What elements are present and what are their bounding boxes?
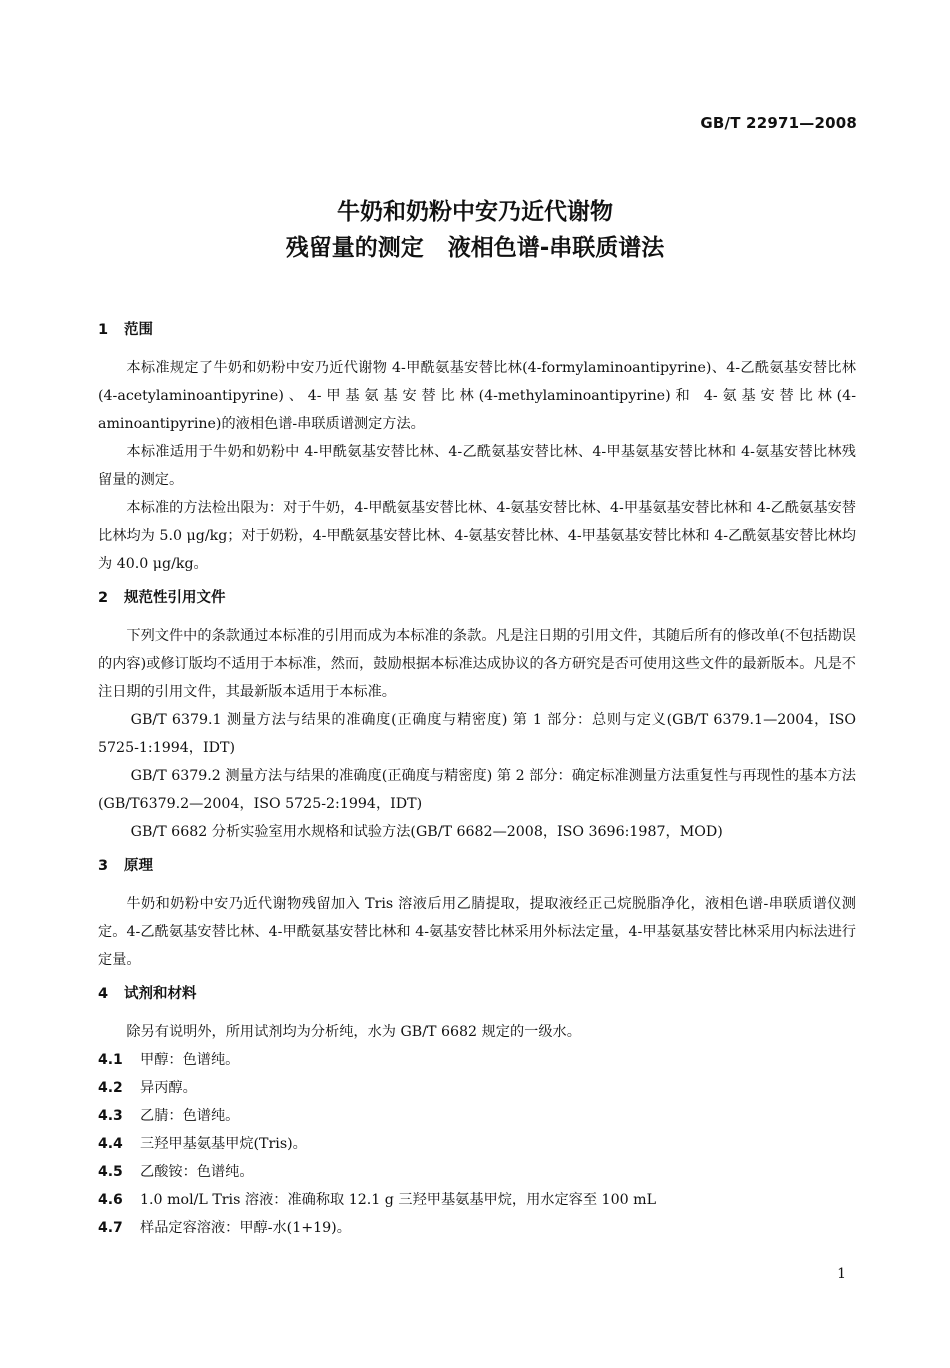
section-4-heading (98, 982, 856, 1006)
document-title (0, 194, 950, 266)
item-text: 1.0 mol/L Tris 溶液：准确称取 12.1 g 三羟甲基氨基甲烷，用水定容至 100 mL (140, 1192, 657, 1208)
section-3-heading (98, 854, 856, 878)
item-text: 乙酸铵：色谱纯。 (140, 1164, 254, 1180)
title-line-1: 牛奶和奶粉中安乃近代谢物 (337, 199, 613, 225)
section-2-heading (98, 586, 856, 610)
item-number: 4.3 (98, 1108, 123, 1124)
section-number: 3 (98, 858, 109, 874)
paragraph: 除另有说明外，所用试剂均为分析纯，水为 GB/T 6682 规定的一级水。 (126, 1024, 581, 1040)
paragraph: 牛奶和奶粉中安乃近代谢物残留加入 Tris 溶液后用乙腈提取，提取液经正己烷脱脂净化，液相色谱-串联质谱仪测定。4-乙酰氨基安替比林、4-甲酰氨基安替比林和 4-氨基安替比林采用外标法定量，4-甲基氨基安替比林采用内标法进行定量。 (98, 896, 856, 968)
document-body (98, 310, 856, 1242)
section-1-heading (98, 318, 856, 342)
paragraph: 本标准规定了牛奶和奶粉中安乃近代谢物 4-甲酰氨基安替比林(4-formylaminoantipyrine)、4-乙酰氨基安替比林(4-acetylaminoantipyrine)、4-甲基氨基安替比林(4-methylaminoantipyrine)和 4-氨基安替比林(4-aminoantipyrine)的液相色谱-串联质谱测定方法。 (98, 360, 856, 432)
reference-entry: GB/T 6682 分析实验室用水规格和试验方法(GB/T 6682—2008，ISO 3696:1987，MOD) (130, 824, 723, 840)
list-item (98, 1214, 856, 1242)
section-title: 原理 (124, 858, 153, 874)
list-item (98, 1074, 856, 1102)
item-text: 乙腈：色谱纯。 (140, 1108, 240, 1124)
item-number: 4.4 (98, 1136, 123, 1152)
item-number: 4.5 (98, 1164, 123, 1180)
reference-entry: GB/T 6379.1 测量方法与结果的准确度(正确度与精密度) 第 1 部分：总则与定义(GB/T 6379.1—2004，ISO 5725-1:1994，IDT) (98, 712, 856, 756)
section-number: 4 (98, 986, 109, 1002)
list-item (98, 1102, 856, 1130)
page-number: 1 (837, 1266, 846, 1282)
paragraph: 本标准适用于牛奶和奶粉中 4-甲酰氨基安替比林、4-乙酰氨基安替比林、4-甲基氨基安替比林和 4-氨基安替比林残留量的测定。 (98, 444, 856, 488)
item-text: 三羟甲基氨基甲烷(Tris)。 (140, 1136, 307, 1152)
list-item (98, 1130, 856, 1158)
item-text: 甲醇：色谱纯。 (140, 1052, 240, 1068)
item-number: 4.7 (98, 1220, 123, 1236)
list-item (98, 1046, 856, 1074)
list-item (98, 1158, 856, 1186)
reference-entry: GB/T 6379.2 测量方法与结果的准确度(正确度与精密度) 第 2 部分：确定标准测量方法重复性与再现性的基本方法(GB/T6379.2—2004，ISO 5725-2:1994，IDT) (98, 768, 856, 812)
item-number: 4.2 (98, 1080, 123, 1096)
standard-code: GB/T 22971—2008 (700, 114, 857, 132)
paragraph: 下列文件中的条款通过本标准的引用而成为本标准的条款。凡是注日期的引用文件，其随后所有的修改单(不包括勘误的内容)或修订版均不适用于本标准，然而，鼓励根据本标准达成协议的各方研究是否可使用这些文件的最新版本。凡是不注日期的引用文件，其最新版本适用于本标准。 (98, 628, 856, 700)
section-title: 规范性引用文件 (124, 590, 226, 606)
item-text: 异丙醇。 (140, 1080, 197, 1096)
item-number: 4.6 (98, 1192, 123, 1208)
section-number: 1 (98, 322, 109, 338)
title-line-2: 残留量的测定 液相色谱-串联质谱法 (285, 235, 665, 261)
item-number: 4.1 (98, 1052, 123, 1068)
section-title: 范围 (124, 322, 153, 338)
item-text: 样品定容溶液：甲醇-水(1+19)。 (140, 1220, 351, 1236)
section-number: 2 (98, 590, 109, 606)
paragraph: 本标准的方法检出限为：对于牛奶，4-甲酰氨基安替比林、4-氨基安替比林、4-甲基氨基安替比林和 4-乙酰氨基安替比林均为 5.0 μg/kg；对于奶粉，4-甲酰氨基安替比林、4-氨基安替比林、4-甲基氨基安替比林和 4-乙酰氨基安替比林均为 40.0 μg/kg。 (98, 500, 856, 572)
section-title: 试剂和材料 (124, 986, 197, 1002)
list-item (98, 1186, 856, 1214)
